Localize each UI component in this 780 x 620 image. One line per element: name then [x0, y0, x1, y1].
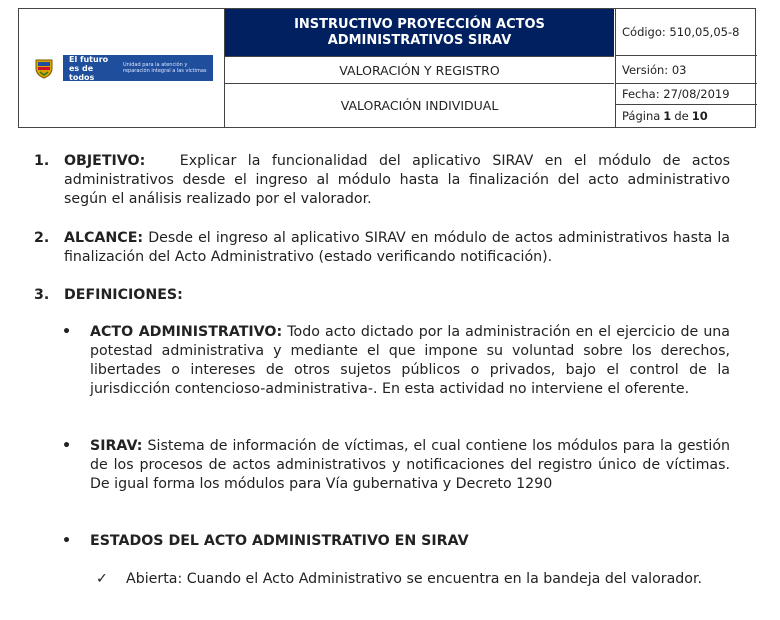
- bullet-icon: •: [62, 438, 72, 454]
- section-label: DEFINICIONES:: [64, 287, 183, 303]
- bullet-icon: •: [62, 324, 72, 340]
- definition-term: SIRAV:: [90, 438, 143, 454]
- checkmark-icon: ✓: [96, 571, 108, 587]
- section-label: OBJETIVO:: [64, 153, 146, 169]
- page-current: 1: [663, 109, 672, 123]
- section-number: 1.: [34, 153, 50, 169]
- page-prefix: Página: [622, 109, 661, 123]
- section-definiciones: [34, 286, 730, 305]
- document-title: INSTRUCTIVO PROYECCIÓN ACTOS ADMINISTRATIVOS SIRAV: [225, 9, 614, 56]
- section-body: [64, 229, 730, 267]
- page-total: 10: [691, 109, 708, 123]
- definition-text: Todo acto dictado por la administración en el ejercicio de una potestad administrativa y mediante el que impone su voluntad sobre los derechos, libertades o intereses de otros sujetos públicos o privados, bajo el control de la jurisdicción contencioso-administrativa-. En esta actividad no interviene el oferente.: [90, 324, 730, 397]
- header-meta: [615, 9, 757, 127]
- logo-banner: [63, 55, 213, 81]
- bullet-icon: •: [62, 533, 72, 549]
- process-name: VALORACIÓN Y REGISTRO: [225, 56, 614, 84]
- section-alcance: [34, 229, 730, 267]
- section-label: ALCANCE:: [64, 230, 144, 246]
- document-version: Versión: 03: [616, 56, 757, 84]
- definition-item: [62, 532, 730, 551]
- subprocess-name: VALORACIÓN INDIVIDUAL: [340, 98, 499, 113]
- institution-logo: [33, 55, 213, 81]
- header-center: [225, 9, 614, 127]
- logo-brand-line2: es de todos: [69, 63, 95, 82]
- logo-unit-text: Unidad para la atención y reparación integral a las víctimas: [123, 62, 207, 74]
- section-text: Explicar la funcionalidad del aplicativo SIRAV en el módulo de actos administrativos desde el ingreso al módulo hasta la finalización del acto administrativo según el análisis realizado por el valorador.: [64, 153, 731, 207]
- document-code: Código: 510,05,05-8: [616, 9, 757, 56]
- logo-brand-line1: El futuro: [69, 54, 109, 64]
- coat-of-arms-icon: [33, 57, 55, 79]
- section-objetivo: [34, 152, 730, 209]
- definition-body: [90, 532, 730, 551]
- document-date: Fecha: 27/08/2019: [616, 84, 757, 105]
- estado-text: Abierta: Cuando el Acto Administrativo se encuentra en la bandeja del valorador.: [126, 571, 703, 587]
- section-number: 2.: [34, 230, 50, 246]
- definition-term: ESTADOS DEL ACTO ADMINISTRATIVO EN SIRAV: [90, 533, 469, 549]
- section-body: [64, 286, 730, 305]
- definition-body: [90, 437, 730, 494]
- page-of: de: [674, 109, 689, 123]
- section-number: 3.: [34, 287, 50, 303]
- definition-item: [62, 323, 730, 399]
- definition-body: [90, 323, 730, 399]
- document-header: [18, 8, 756, 128]
- definition-text: Sistema de información de víctimas, el cual contiene los módulos para la gestión de los procesos de actos administrativos y notificaciones del registro único de víctimas. De igual forma los módulos para Vía gubernativa y Decreto 1290: [90, 438, 731, 492]
- estado-item: [96, 570, 730, 589]
- definition-term: ACTO ADMINISTRATIVO:: [90, 324, 283, 340]
- logo-cell: [19, 9, 225, 127]
- section-text: Desde el ingreso al aplicativo SIRAV en módulo de actos administrativos hasta la finalización del Acto Administrativo (estado verificando notificación).: [64, 230, 730, 265]
- definition-item: [62, 437, 730, 494]
- section-body: [64, 152, 730, 209]
- logo-brand: [69, 55, 117, 82]
- page-indicator: [616, 105, 757, 127]
